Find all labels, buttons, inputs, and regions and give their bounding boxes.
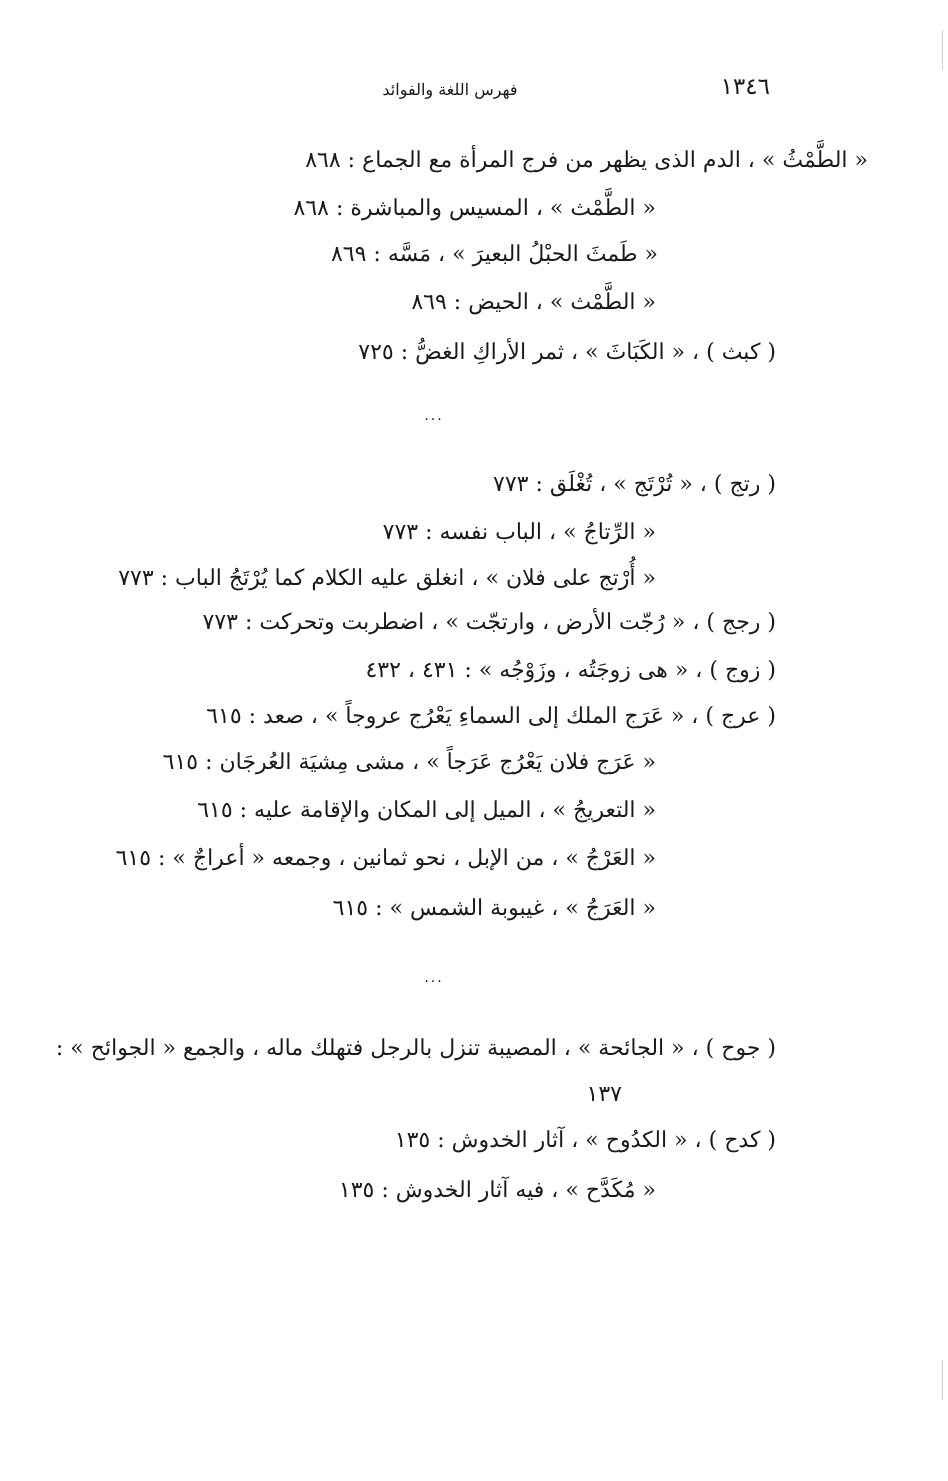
page-number: ١٣٤٦	[720, 74, 770, 100]
index-entry-continuation: ١٣٧	[586, 1082, 622, 1107]
running-header-title: فهرس اللغة والفوائد	[382, 80, 518, 99]
index-entry: « الطَّمْث » ، المسيس والمباشرة : ٨٦٨	[293, 196, 656, 221]
index-entry: ( جوح ) ، « الجائحة » ، المصيبة تنزل بالرجل فتهلك ماله ، والجمع « الجوائح » :	[55, 1036, 776, 1061]
index-entry: « العَرْجُ » ، من الإبل ، نحو ثمانين ، وجمعه « أعراجٌ » : ٦١٥	[115, 846, 656, 871]
index-entry: ( رتج ) ، « تُرْتَج » ، تُغْلَق : ٧٧٣	[493, 472, 776, 497]
index-entry: « مُكَدَّح » ، فيه آثار الخدوش : ١٣٥	[338, 1178, 656, 1203]
index-entry: ( زوج ) ، « هى زوجَتُه ، وزَوْجُه » : ٤٣١ ، ٤٣٢	[365, 658, 776, 683]
index-entry: « طَمثَ الحبْلُ البعيرَ » ، مَسَّه : ٨٦٩	[330, 242, 658, 267]
scan-edge-mark	[942, 1360, 943, 1400]
index-entry: ( عرج ) ، « عَرَج الملك إلى السماءِ يَعْرُج عروجاً » ، صعد : ٦١٥	[206, 704, 776, 729]
index-entry: « العَرَجُ » ، غيبوبة الشمس » : ٦١٥	[332, 896, 656, 921]
section-separator: ...	[424, 408, 444, 424]
index-entry: « الطَّمْثُ » ، الدم الذى يظهر من فرج المرأة مع الجماع : ٨٦٨	[305, 148, 868, 173]
index-entry: ( كبث ) ، « الكَبَاثَ » ، ثمر الأراكِ الغضُّ : ٧٢٥	[358, 340, 776, 365]
index-entry: ( رجج ) ، « رُجّت الأرض ، وارتجّت » ، اضطربت وتحركت : ٧٧٣	[202, 610, 776, 635]
index-entry: « الطَّمْث » ، الحيض : ٨٦٩	[411, 290, 656, 315]
index-entry: ( كدح ) ، « الكدُوح » ، آثار الخدوش : ١٣٥	[394, 1128, 776, 1153]
index-entry: « التعريجُ » ، الميل إلى المكان والإقامة عليه : ٦١٥	[197, 798, 656, 823]
index-entry: « أُرْتج على فلان » ، انغلق عليه الكلام كما يُرْتَجُ الباب : ٧٧٣	[118, 566, 656, 591]
index-entry: « عَرَج فلان يَعْرُج عَرَجاً » ، مشى مِشيَة العُرجَان : ٦١٥	[162, 750, 656, 775]
section-separator: ...	[424, 970, 444, 986]
scan-edge-mark	[942, 30, 943, 70]
index-entry: « الرِّتاجُ » ، الباب نفسه : ٧٧٣	[382, 520, 656, 545]
